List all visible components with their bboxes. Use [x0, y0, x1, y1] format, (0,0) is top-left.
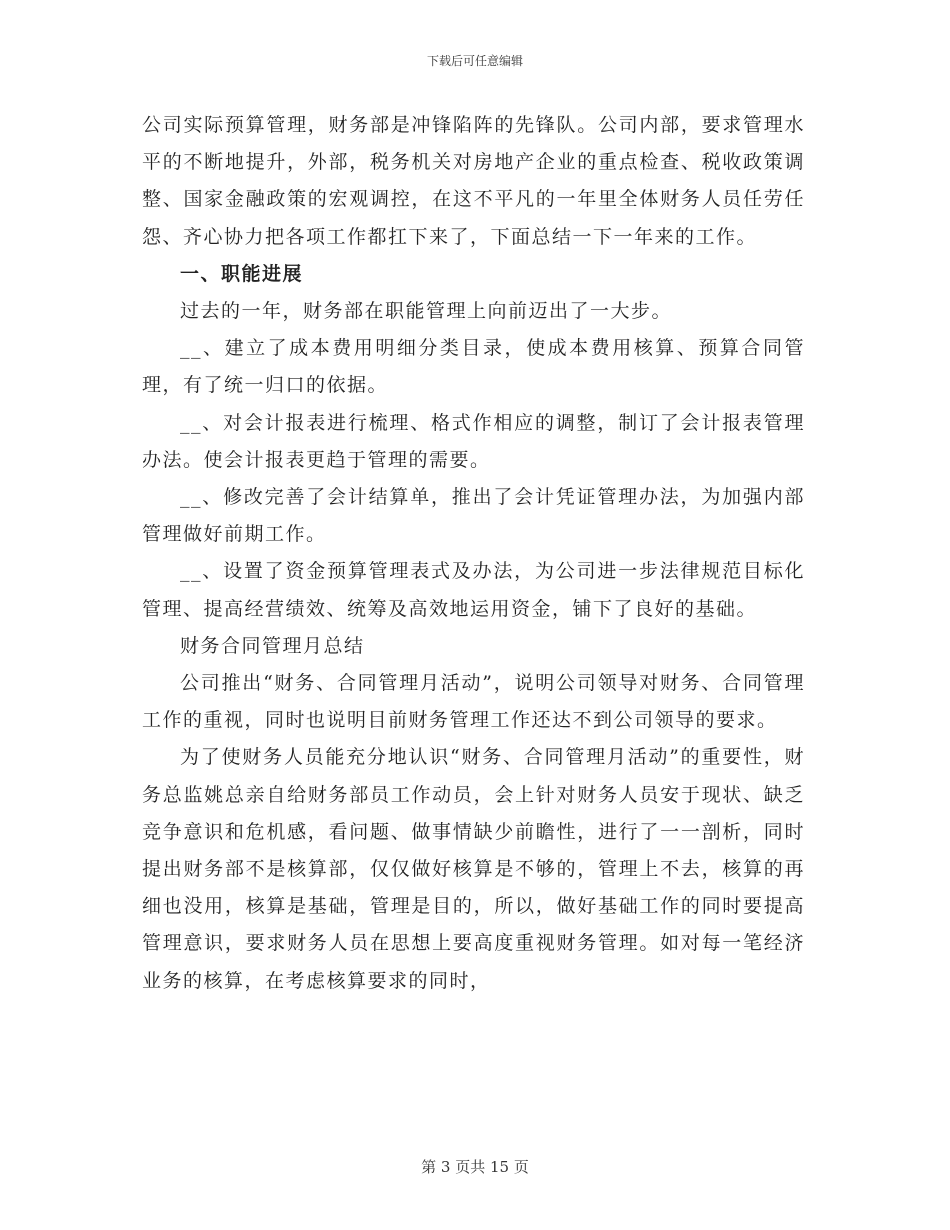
paragraph: __、建立了成本费用明细分类目录，使成本费用核算、预算合同管理，有了统一归口的依据。 [142, 337, 805, 397]
paragraph-intro: 公司实际预算管理，财务部是冲锋陷阵的先锋队。公司内部，要求管理水平的不断地提升，外部，税务机关对房地产企业的重点检查、税收政策调整、国家金融政策的宏观调控，在这不平凡的一年里全体财务人员任劳任怨、齐心协力把各项工作都扛下来了，下面总结一下一年来的工作。 [142, 114, 805, 248]
page-number: 第 3 页共 15 页 [421, 1158, 529, 1176]
paragraph: 公司推出“财务、合同管理月活动”，说明公司领导对财务、合同管理工作的重视，同时也说明目前财务管理工作还达不到公司领导的要求。 [142, 672, 805, 732]
paragraph: __、修改完善了会计结算单，推出了会计凭证管理办法，为加强内部管理做好前期工作。 [142, 486, 805, 546]
document-body [142, 107, 805, 1000]
subsection-title: 财务合同管理月总结 [180, 634, 365, 657]
paragraph: 为了使财务人员能充分地认识“财务、合同管理月活动”的重要性，财务总监姚总亲自给财务部员工作动员，会上针对财务人员安于现状、缺乏竞争意识和危机感，看问题、做事情缺少前瞻性，进行了一一剖析，同时提出财务部不是核算部，仅仅做好核算是不够的，管理上不去，核算的再细也没用，核算是基础，管理是目的，所以，做好基础工作的同时要提高管理意识，要求财务人员在思想上要高度重视财务管理。如对每一笔经济业务的核算，在考虑核算要求的同时， [142, 746, 805, 992]
paragraph: 过去的一年，财务部在职能管理上向前迈出了一大步。 [180, 300, 673, 323]
section-heading: 一、职能进展 [180, 262, 304, 285]
paragraph: __、对会计报表进行梳理、格式作相应的调整，制订了会计报表管理办法。使会计报表更趋于管理的需要。 [142, 411, 805, 471]
paragraph: __、设置了资金预算管理表式及办法，为公司进一步法律规范目标化管理、提高经营绩效、统筹及高效地运用资金，铺下了良好的基础。 [142, 560, 805, 620]
page-header: 下载后可任意编辑 [426, 54, 523, 68]
